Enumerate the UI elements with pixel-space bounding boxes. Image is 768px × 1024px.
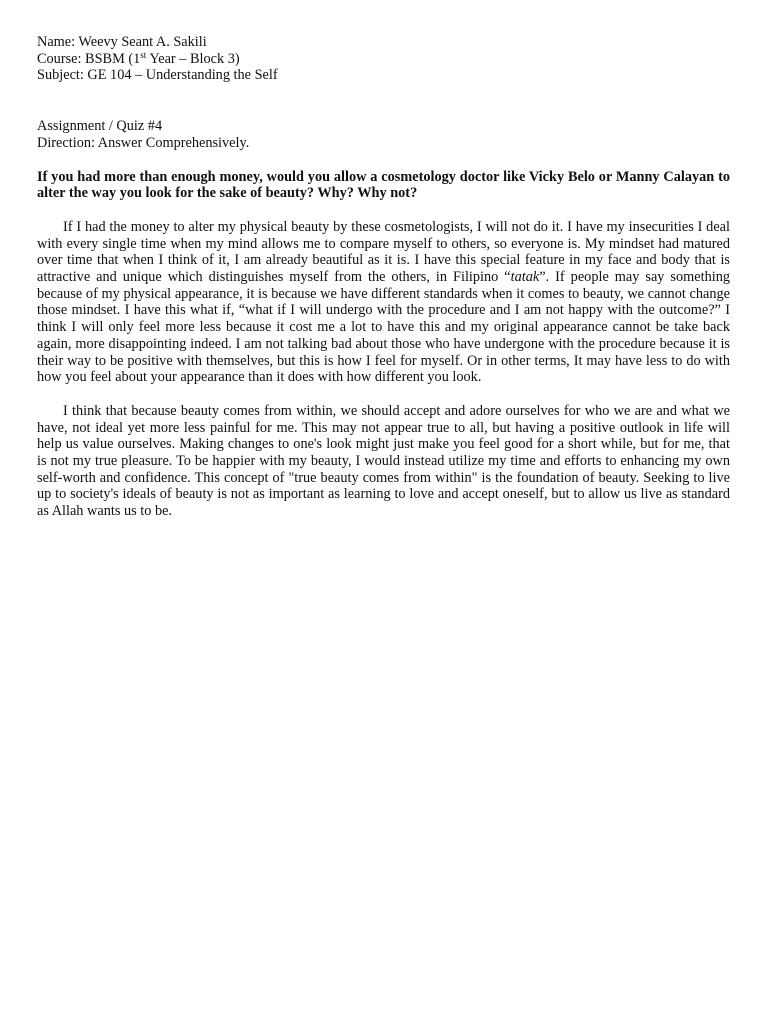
document-page [37, 34, 730, 520]
assignment-direction: Direction: Answer Comprehensively. [37, 134, 250, 151]
course-superscript: st [140, 49, 147, 60]
answer-p1-part1: If I had the money to alter my physical beauty by these cosmetologists, I will not do it. I have my insecurities I deal with every single time when my mind allows me to compare myself to others, so everyone is. My mindset had matured over time that when I think of it, I am already beautiful as it is. I have this special feature in my face and body that is attractive and unique which distinguishes myself from the others, in Filipino “ [37, 218, 730, 286]
spacer [37, 202, 730, 219]
course-suffix: Year – Block 3) [146, 50, 240, 67]
student-info [37, 34, 730, 84]
subject-line: Subject: GE 104 – Understanding the Self [37, 67, 278, 84]
assignment-info [37, 118, 730, 151]
spacer [37, 84, 730, 118]
spacer [37, 386, 730, 403]
answer-p1-part2: ”. If people may say something because of my physical appearance, it is because we have different standards when it comes to beauty, we cannot change those mindset. I have this what if, “what if I will undergo with the procedure and I am not happy with the outcome?” I think I will only feel more less because it cost me a lot to have this and my original appearance cannot be take back again, more disappointing indeed. I am not talking bad about those who have undergone with the procedure because it is their way to be positive with themselves, but this is how I feel for myself. Or in other terms, It may have less to do with how you feel about your appearance than it does with how different you look. [37, 269, 731, 386]
assignment-title: Assignment / Quiz #4 [37, 118, 163, 135]
answer-p1-italic-word: tatak [510, 269, 540, 286]
course-line [37, 51, 730, 68]
student-name: Name: Weevy Seant A. Sakili [37, 34, 207, 50]
answer-paragraph-1 [37, 219, 730, 386]
answer-paragraph-2: I think that because beauty comes from within, we should accept and adore ourselves for who we are and what we have, not ideal yet more less painful for me. This may not appear true to all, but having a positive outlook in life will help us value ourselves. Making changes to one's look might just make you feel good for a short while, but for me, that is not my true pleasure. To be happier with my beauty, I would instead utilize my time and efforts to enhancing my own self-worth and confidence. This concept of "true beauty comes from within" is the foundation of beauty. Seeking to live up to society's ideals of beauty is not as important as learning to love and accept oneself, but to allow us live as standard as Allah wants us to be. [37, 402, 730, 520]
spacer [37, 152, 730, 169]
course-prefix: Course: BSBM (1 [37, 50, 141, 67]
question-text: If you had more than enough money, would you allow a cosmetology doctor like Vicky Belo or Manny Calayan to alter the way you look for the sake of beauty? Why? Why not? [37, 168, 730, 202]
